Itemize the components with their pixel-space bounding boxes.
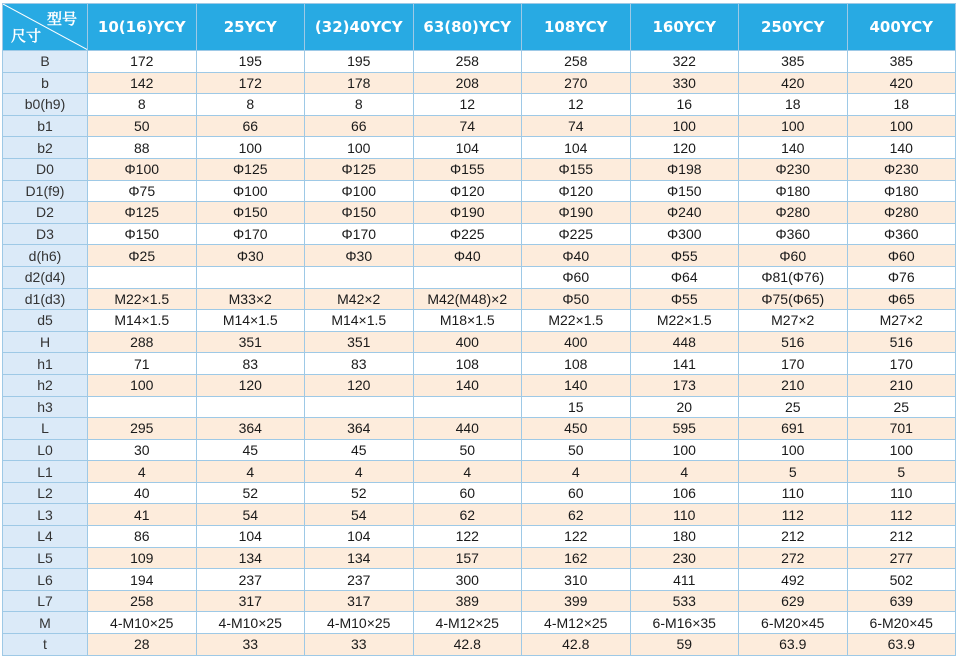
value-cell: 4-M12×25 xyxy=(522,612,631,634)
value-cell xyxy=(413,266,522,288)
value-cell: 15 xyxy=(522,396,631,418)
value-cell: Φ180 xyxy=(847,180,956,202)
value-cell: 195 xyxy=(305,51,414,73)
value-cell: 50 xyxy=(522,439,631,461)
value-cell: 42.8 xyxy=(413,634,522,656)
value-cell: Φ60 xyxy=(522,266,631,288)
value-cell: 66 xyxy=(305,115,414,137)
value-cell: Φ64 xyxy=(630,266,739,288)
value-cell: 25 xyxy=(847,396,956,418)
value-cell: 18 xyxy=(739,94,848,116)
value-cell: Φ155 xyxy=(413,158,522,180)
value-cell: 122 xyxy=(413,526,522,548)
value-cell: 86 xyxy=(88,526,197,548)
param-cell: M xyxy=(3,612,88,634)
spec-table xyxy=(2,3,956,656)
value-cell: 258 xyxy=(522,51,631,73)
param-cell: B xyxy=(3,51,88,73)
param-cell: D1(f9) xyxy=(3,180,88,202)
value-cell: 83 xyxy=(305,353,414,375)
value-cell: 420 xyxy=(847,72,956,94)
value-cell: 162 xyxy=(522,547,631,569)
value-cell: 5 xyxy=(847,461,956,483)
value-cell: Φ100 xyxy=(88,158,197,180)
value-cell: Φ225 xyxy=(522,223,631,245)
table-row xyxy=(3,612,956,634)
value-cell: 399 xyxy=(522,590,631,612)
value-cell: 364 xyxy=(196,418,305,440)
value-cell: 60 xyxy=(413,482,522,504)
value-cell: 50 xyxy=(413,439,522,461)
value-cell: Φ30 xyxy=(305,245,414,267)
table-row xyxy=(3,504,956,526)
value-cell: Φ180 xyxy=(739,180,848,202)
value-cell: Φ60 xyxy=(739,245,848,267)
param-cell: d(h6) xyxy=(3,245,88,267)
value-cell: 157 xyxy=(413,547,522,569)
value-cell: 450 xyxy=(522,418,631,440)
value-cell: 210 xyxy=(847,374,956,396)
value-cell: 100 xyxy=(739,439,848,461)
value-cell: Φ240 xyxy=(630,202,739,224)
value-cell: Φ25 xyxy=(88,245,197,267)
value-cell: 701 xyxy=(847,418,956,440)
value-cell: 170 xyxy=(739,353,848,375)
value-cell: 295 xyxy=(88,418,197,440)
model-header: 160YCY xyxy=(630,4,739,51)
value-cell: 194 xyxy=(88,569,197,591)
value-cell: 6-M20×45 xyxy=(739,612,848,634)
value-cell: 100 xyxy=(847,115,956,137)
value-cell: Φ280 xyxy=(847,202,956,224)
value-cell: 16 xyxy=(630,94,739,116)
value-cell: 400 xyxy=(522,331,631,353)
value-cell: M18×1.5 xyxy=(413,310,522,332)
value-cell: 270 xyxy=(522,72,631,94)
table-row xyxy=(3,266,956,288)
table-row xyxy=(3,569,956,591)
value-cell: 100 xyxy=(630,439,739,461)
value-cell: 110 xyxy=(739,482,848,504)
value-cell: Φ65 xyxy=(847,288,956,310)
value-cell: 317 xyxy=(305,590,414,612)
model-header: 25YCY xyxy=(196,4,305,51)
param-cell: D0 xyxy=(3,158,88,180)
value-cell: 8 xyxy=(196,94,305,116)
param-cell: L3 xyxy=(3,504,88,526)
value-cell: 300 xyxy=(413,569,522,591)
value-cell: 110 xyxy=(847,482,956,504)
table-row xyxy=(3,115,956,137)
param-cell: H xyxy=(3,331,88,353)
value-cell: Φ100 xyxy=(305,180,414,202)
value-cell: 400 xyxy=(413,331,522,353)
value-cell: 104 xyxy=(522,137,631,159)
value-cell: 28 xyxy=(88,634,197,656)
value-cell: 691 xyxy=(739,418,848,440)
value-cell: 50 xyxy=(88,115,197,137)
value-cell: Φ230 xyxy=(847,158,956,180)
param-cell: b xyxy=(3,72,88,94)
corner-header-cell xyxy=(3,4,88,51)
value-cell: Φ40 xyxy=(522,245,631,267)
value-cell: M27×2 xyxy=(847,310,956,332)
value-cell: 6-M20×45 xyxy=(847,612,956,634)
table-row xyxy=(3,310,956,332)
value-cell: Φ120 xyxy=(522,180,631,202)
value-cell xyxy=(88,396,197,418)
value-cell: 4-M10×25 xyxy=(196,612,305,634)
param-cell: b1 xyxy=(3,115,88,137)
table-row xyxy=(3,547,956,569)
value-cell: 106 xyxy=(630,482,739,504)
value-cell: 4 xyxy=(522,461,631,483)
value-cell: 110 xyxy=(630,504,739,526)
value-cell: 100 xyxy=(630,115,739,137)
value-cell: 40 xyxy=(88,482,197,504)
value-cell: 237 xyxy=(305,569,414,591)
value-cell: Φ55 xyxy=(630,288,739,310)
dimension-label: 尺寸 xyxy=(11,27,42,45)
value-cell: 62 xyxy=(522,504,631,526)
model-header: 63(80)YCY xyxy=(413,4,522,51)
value-cell: 4-M12×25 xyxy=(413,612,522,634)
value-cell: 389 xyxy=(413,590,522,612)
value-cell: 54 xyxy=(196,504,305,526)
table-row xyxy=(3,94,956,116)
param-cell: h2 xyxy=(3,374,88,396)
value-cell: 448 xyxy=(630,331,739,353)
value-cell: 258 xyxy=(413,51,522,73)
value-cell: Φ150 xyxy=(88,223,197,245)
table-row xyxy=(3,353,956,375)
value-cell: M14×1.5 xyxy=(305,310,414,332)
value-cell: Φ50 xyxy=(522,288,631,310)
header-row xyxy=(3,4,956,51)
value-cell: 54 xyxy=(305,504,414,526)
value-cell: Φ150 xyxy=(305,202,414,224)
value-cell: M22×1.5 xyxy=(630,310,739,332)
value-cell: 4 xyxy=(88,461,197,483)
param-cell: L5 xyxy=(3,547,88,569)
model-header: 108YCY xyxy=(522,4,631,51)
value-cell: 629 xyxy=(739,590,848,612)
value-cell: 330 xyxy=(630,72,739,94)
value-cell: Φ190 xyxy=(522,202,631,224)
value-cell: 108 xyxy=(522,353,631,375)
value-cell: Φ81(Φ76) xyxy=(739,266,848,288)
model-header: 250YCY xyxy=(739,4,848,51)
value-cell: 351 xyxy=(305,331,414,353)
value-cell: 63.9 xyxy=(847,634,956,656)
value-cell: 140 xyxy=(739,137,848,159)
value-cell: Φ150 xyxy=(630,180,739,202)
value-cell: Φ55 xyxy=(630,245,739,267)
value-cell: 141 xyxy=(630,353,739,375)
value-cell: Φ100 xyxy=(196,180,305,202)
param-cell: h1 xyxy=(3,353,88,375)
value-cell: 5 xyxy=(739,461,848,483)
param-cell: D2 xyxy=(3,202,88,224)
value-cell: 4-M10×25 xyxy=(88,612,197,634)
value-cell: 8 xyxy=(305,94,414,116)
value-cell: 272 xyxy=(739,547,848,569)
value-cell: 288 xyxy=(88,331,197,353)
table-row xyxy=(3,461,956,483)
param-cell: d2(d4) xyxy=(3,266,88,288)
table-row xyxy=(3,180,956,202)
value-cell: 42.8 xyxy=(522,634,631,656)
table-row xyxy=(3,331,956,353)
value-cell: 385 xyxy=(739,51,848,73)
table-row xyxy=(3,288,956,310)
value-cell: 134 xyxy=(196,547,305,569)
value-cell: 595 xyxy=(630,418,739,440)
value-cell: 41 xyxy=(88,504,197,526)
value-cell: 120 xyxy=(630,137,739,159)
value-cell: Φ125 xyxy=(88,202,197,224)
value-cell: 502 xyxy=(847,569,956,591)
value-cell: 33 xyxy=(305,634,414,656)
table-row xyxy=(3,634,956,656)
value-cell: 140 xyxy=(413,374,522,396)
value-cell: 212 xyxy=(847,526,956,548)
value-cell: 120 xyxy=(196,374,305,396)
value-cell xyxy=(305,396,414,418)
value-cell: 108 xyxy=(413,353,522,375)
value-cell: 8 xyxy=(88,94,197,116)
table-row xyxy=(3,396,956,418)
value-cell: 4 xyxy=(413,461,522,483)
param-cell: L4 xyxy=(3,526,88,548)
table-row xyxy=(3,158,956,180)
table-row xyxy=(3,245,956,267)
value-cell: Φ155 xyxy=(522,158,631,180)
value-cell: Φ230 xyxy=(739,158,848,180)
value-cell: 411 xyxy=(630,569,739,591)
param-cell: L2 xyxy=(3,482,88,504)
value-cell: 18 xyxy=(847,94,956,116)
value-cell: 66 xyxy=(196,115,305,137)
value-cell: 172 xyxy=(196,72,305,94)
table-row xyxy=(3,482,956,504)
table-row xyxy=(3,51,956,73)
param-cell: d1(d3) xyxy=(3,288,88,310)
value-cell: 33 xyxy=(196,634,305,656)
value-cell xyxy=(88,266,197,288)
param-cell: L7 xyxy=(3,590,88,612)
value-cell: Φ280 xyxy=(739,202,848,224)
value-cell: 100 xyxy=(88,374,197,396)
value-cell: M27×2 xyxy=(739,310,848,332)
value-cell: Φ40 xyxy=(413,245,522,267)
value-cell: 60 xyxy=(522,482,631,504)
value-cell: 12 xyxy=(413,94,522,116)
value-cell: M14×1.5 xyxy=(88,310,197,332)
value-cell: 100 xyxy=(847,439,956,461)
param-cell: L1 xyxy=(3,461,88,483)
value-cell: 170 xyxy=(847,353,956,375)
value-cell: 45 xyxy=(196,439,305,461)
value-cell: M22×1.5 xyxy=(522,310,631,332)
table-row xyxy=(3,223,956,245)
table-body xyxy=(3,51,956,656)
value-cell: 83 xyxy=(196,353,305,375)
value-cell: 492 xyxy=(739,569,848,591)
value-cell: 277 xyxy=(847,547,956,569)
table-row xyxy=(3,72,956,94)
param-cell: L6 xyxy=(3,569,88,591)
value-cell: 88 xyxy=(88,137,197,159)
value-cell: 104 xyxy=(413,137,522,159)
table-row xyxy=(3,137,956,159)
value-cell: Φ360 xyxy=(739,223,848,245)
value-cell: Φ125 xyxy=(305,158,414,180)
value-cell: 516 xyxy=(739,331,848,353)
value-cell: M22×1.5 xyxy=(88,288,197,310)
value-cell: 516 xyxy=(847,331,956,353)
value-cell: 100 xyxy=(196,137,305,159)
value-cell: 4 xyxy=(196,461,305,483)
param-cell: b2 xyxy=(3,137,88,159)
value-cell: Φ30 xyxy=(196,245,305,267)
model-header: 10(16)YCY xyxy=(88,4,197,51)
model-header: 400YCY xyxy=(847,4,956,51)
value-cell xyxy=(413,396,522,418)
value-cell: 440 xyxy=(413,418,522,440)
value-cell: Φ190 xyxy=(413,202,522,224)
value-cell: Φ300 xyxy=(630,223,739,245)
value-cell: 25 xyxy=(739,396,848,418)
value-cell: 212 xyxy=(739,526,848,548)
value-cell: 59 xyxy=(630,634,739,656)
value-cell: 385 xyxy=(847,51,956,73)
value-cell: Φ170 xyxy=(305,223,414,245)
value-cell: 639 xyxy=(847,590,956,612)
value-cell: 310 xyxy=(522,569,631,591)
param-cell: d5 xyxy=(3,310,88,332)
value-cell: 12 xyxy=(522,94,631,116)
value-cell: 180 xyxy=(630,526,739,548)
value-cell: 364 xyxy=(305,418,414,440)
value-cell: 258 xyxy=(88,590,197,612)
value-cell xyxy=(196,396,305,418)
table-row xyxy=(3,202,956,224)
param-cell: L xyxy=(3,418,88,440)
value-cell: 45 xyxy=(305,439,414,461)
value-cell: 195 xyxy=(196,51,305,73)
model-header: (32)40YCY xyxy=(305,4,414,51)
value-cell: 20 xyxy=(630,396,739,418)
value-cell: 178 xyxy=(305,72,414,94)
value-cell: 4 xyxy=(630,461,739,483)
value-cell xyxy=(196,266,305,288)
value-cell: 173 xyxy=(630,374,739,396)
value-cell: Φ360 xyxy=(847,223,956,245)
value-cell: Φ60 xyxy=(847,245,956,267)
value-cell: M14×1.5 xyxy=(196,310,305,332)
table-row xyxy=(3,526,956,548)
value-cell: 104 xyxy=(305,526,414,548)
value-cell: 237 xyxy=(196,569,305,591)
value-cell: 100 xyxy=(305,137,414,159)
param-cell: b0(h9) xyxy=(3,94,88,116)
value-cell: 140 xyxy=(847,137,956,159)
value-cell: 322 xyxy=(630,51,739,73)
value-cell: 120 xyxy=(305,374,414,396)
value-cell: 62 xyxy=(413,504,522,526)
value-cell: 230 xyxy=(630,547,739,569)
value-cell: 109 xyxy=(88,547,197,569)
value-cell: Φ76 xyxy=(847,266,956,288)
value-cell: Φ120 xyxy=(413,180,522,202)
value-cell: 420 xyxy=(739,72,848,94)
value-cell: 122 xyxy=(522,526,631,548)
value-cell: 6-M16×35 xyxy=(630,612,739,634)
value-cell: 134 xyxy=(305,547,414,569)
value-cell: Φ198 xyxy=(630,158,739,180)
value-cell: Φ75 xyxy=(88,180,197,202)
value-cell: 74 xyxy=(413,115,522,137)
value-cell: 100 xyxy=(739,115,848,137)
value-cell: 210 xyxy=(739,374,848,396)
value-cell: 172 xyxy=(88,51,197,73)
param-cell: L0 xyxy=(3,439,88,461)
value-cell: Φ170 xyxy=(196,223,305,245)
value-cell: 52 xyxy=(196,482,305,504)
value-cell: 71 xyxy=(88,353,197,375)
model-label: 型号 xyxy=(46,10,77,28)
value-cell: Φ225 xyxy=(413,223,522,245)
table-row xyxy=(3,439,956,461)
value-cell: 533 xyxy=(630,590,739,612)
value-cell: M33×2 xyxy=(196,288,305,310)
value-cell: M42×2 xyxy=(305,288,414,310)
value-cell xyxy=(305,266,414,288)
param-cell: h3 xyxy=(3,396,88,418)
param-cell: D3 xyxy=(3,223,88,245)
value-cell: 104 xyxy=(196,526,305,548)
value-cell: M42(M48)×2 xyxy=(413,288,522,310)
value-cell: 112 xyxy=(847,504,956,526)
value-cell: Φ125 xyxy=(196,158,305,180)
value-cell: 351 xyxy=(196,331,305,353)
value-cell: 30 xyxy=(88,439,197,461)
value-cell: 112 xyxy=(739,504,848,526)
value-cell: Φ75(Φ65) xyxy=(739,288,848,310)
value-cell: 4 xyxy=(305,461,414,483)
value-cell: 317 xyxy=(196,590,305,612)
value-cell: 4-M10×25 xyxy=(305,612,414,634)
value-cell: 52 xyxy=(305,482,414,504)
value-cell: 74 xyxy=(522,115,631,137)
table-row xyxy=(3,374,956,396)
value-cell: Φ150 xyxy=(196,202,305,224)
value-cell: 140 xyxy=(522,374,631,396)
value-cell: 208 xyxy=(413,72,522,94)
table-row xyxy=(3,418,956,440)
value-cell: 63.9 xyxy=(739,634,848,656)
param-cell: t xyxy=(3,634,88,656)
table-row xyxy=(3,590,956,612)
value-cell: 142 xyxy=(88,72,197,94)
